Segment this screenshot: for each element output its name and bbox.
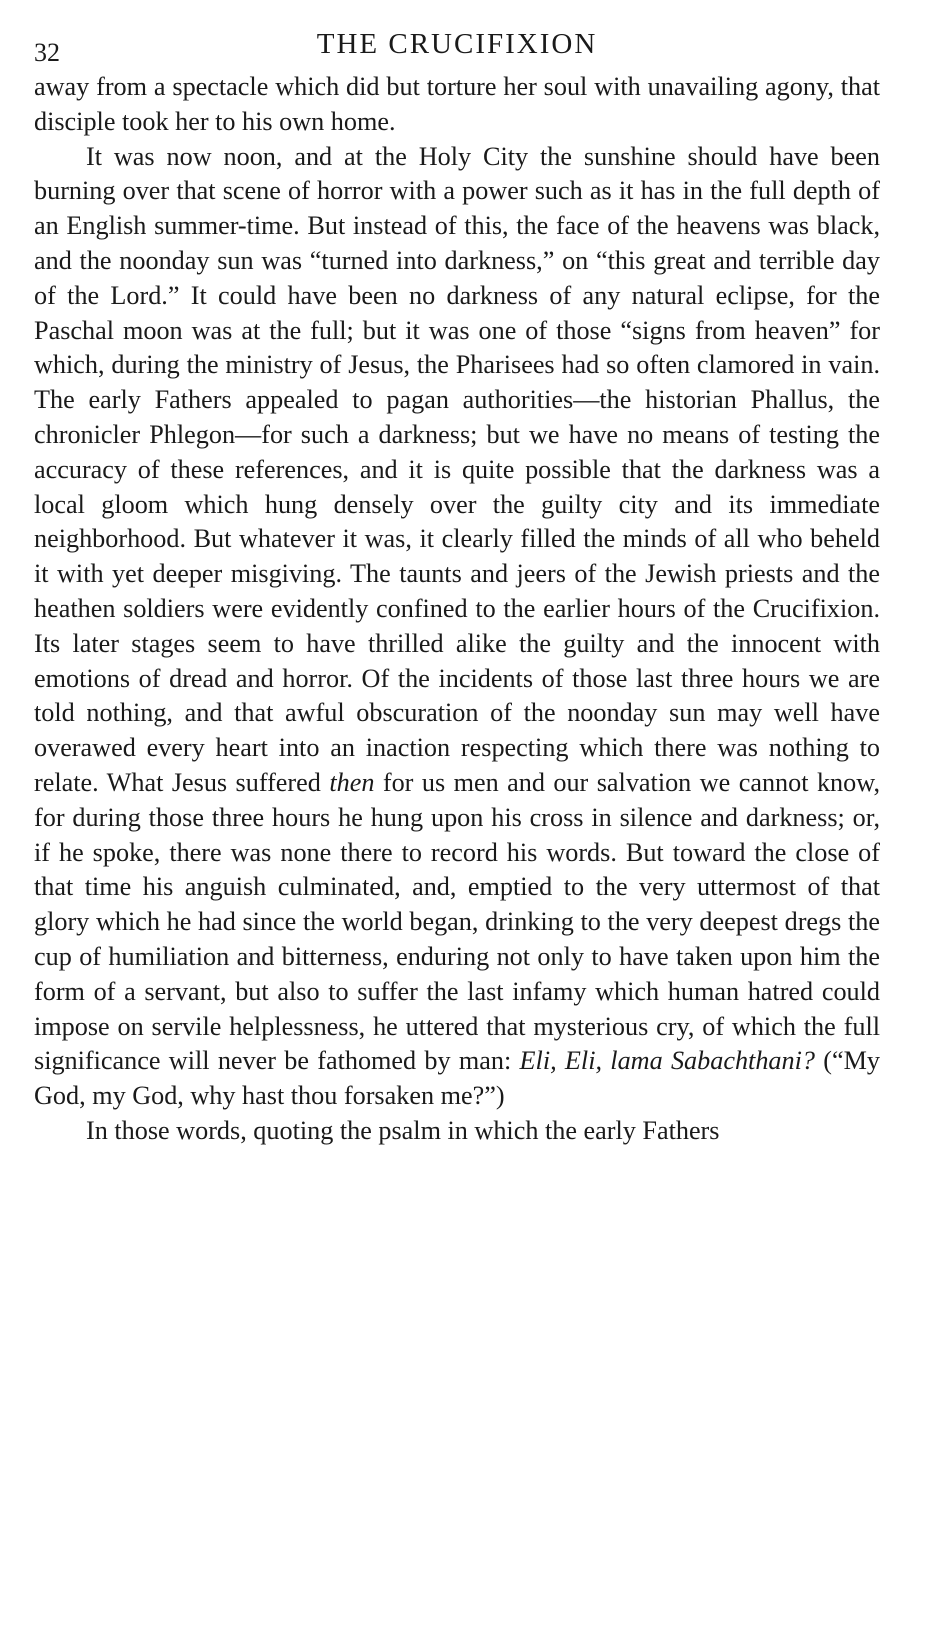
book-page (34, 24, 880, 1149)
paragraph-2-text-c: (“My God, my God, why hast thou forsaken me?”) (34, 1046, 880, 1111)
paragraph-2-text-b: for us men and our salvation we cannot know, for during those three hours he hung upon his cross in silence and darkness; or, if he spoke, there was none there to record his words. But toward the close of that time his anguish culminated, and, emptied to the very uttermost of that glory which he had since the world began, drinking to the very deepest dregs the cup of humiliation and bitterness, enduring not only to have taken upon him the form of a servant, but also to suffer the last infamy which human hatred could impose on servile helplessness, he uttered that mysterious cry, of which the full significance will never be fathomed by man: (34, 767, 880, 1076)
page-number: 32 (34, 38, 60, 67)
running-title: THE CRUCIFIXION (316, 28, 598, 60)
paragraph-1-text: away from a spectacle which did but torture her soul with unavailing agony, that disciple took her to his own home. (34, 72, 880, 136)
italic-aramaic-cry: Eli, Eli, lama Sabachthani? (519, 1046, 815, 1076)
paragraph-2-text-a: It was now noon, and at the Holy City the sunshine should have been burning over that scene of horror with a power such as it has in the full depth of an English summer-time. But instead of this, the face of the heavens was black, and the noonday sun was “turned into darkness,” on “this great and terrible day of the Lord.” It could have been no darkness of any natural eclipse, for the Paschal moon was at the full; but it was one of those “signs from heaven” for which, during the ministry of Jesus, the Pharisees had so often clamored in vain. The early Fathers appealed to pagan authorities—the historian Phallus, the chronicler Phlegon—for such a darkness; but we have no means of testing the accuracy of these references, and it is quite possible that the darkness was a local gloom which hung densely over the guilty city and its immediate neighborhood. But whatever it was, it clearly filled the minds of all who beheld it with yet deeper misgiving. The taunts and jeers of the Jewish priests and the heathen soldiers were evidently confined to the earlier hours of the Crucifixion. Its later stages seem to have thrilled alike the guilty and the innocent with emotions of dread and horror. Of the incidents of those last three hours we are told nothing, and that awful obscuration of the noonday sun may well have overawed every heart into an inaction respecting which there was nothing to relate. What Jesus suffered (34, 141, 880, 797)
paragraph-3 (34, 1114, 880, 1149)
paragraph-1 (34, 70, 880, 140)
italic-then: then (329, 767, 375, 797)
body-text (34, 70, 880, 1149)
paragraph-3-text: In those words, quoting the psalm in which the early Fathers (86, 1115, 720, 1145)
running-head (34, 24, 880, 70)
paragraph-2 (34, 140, 880, 1114)
